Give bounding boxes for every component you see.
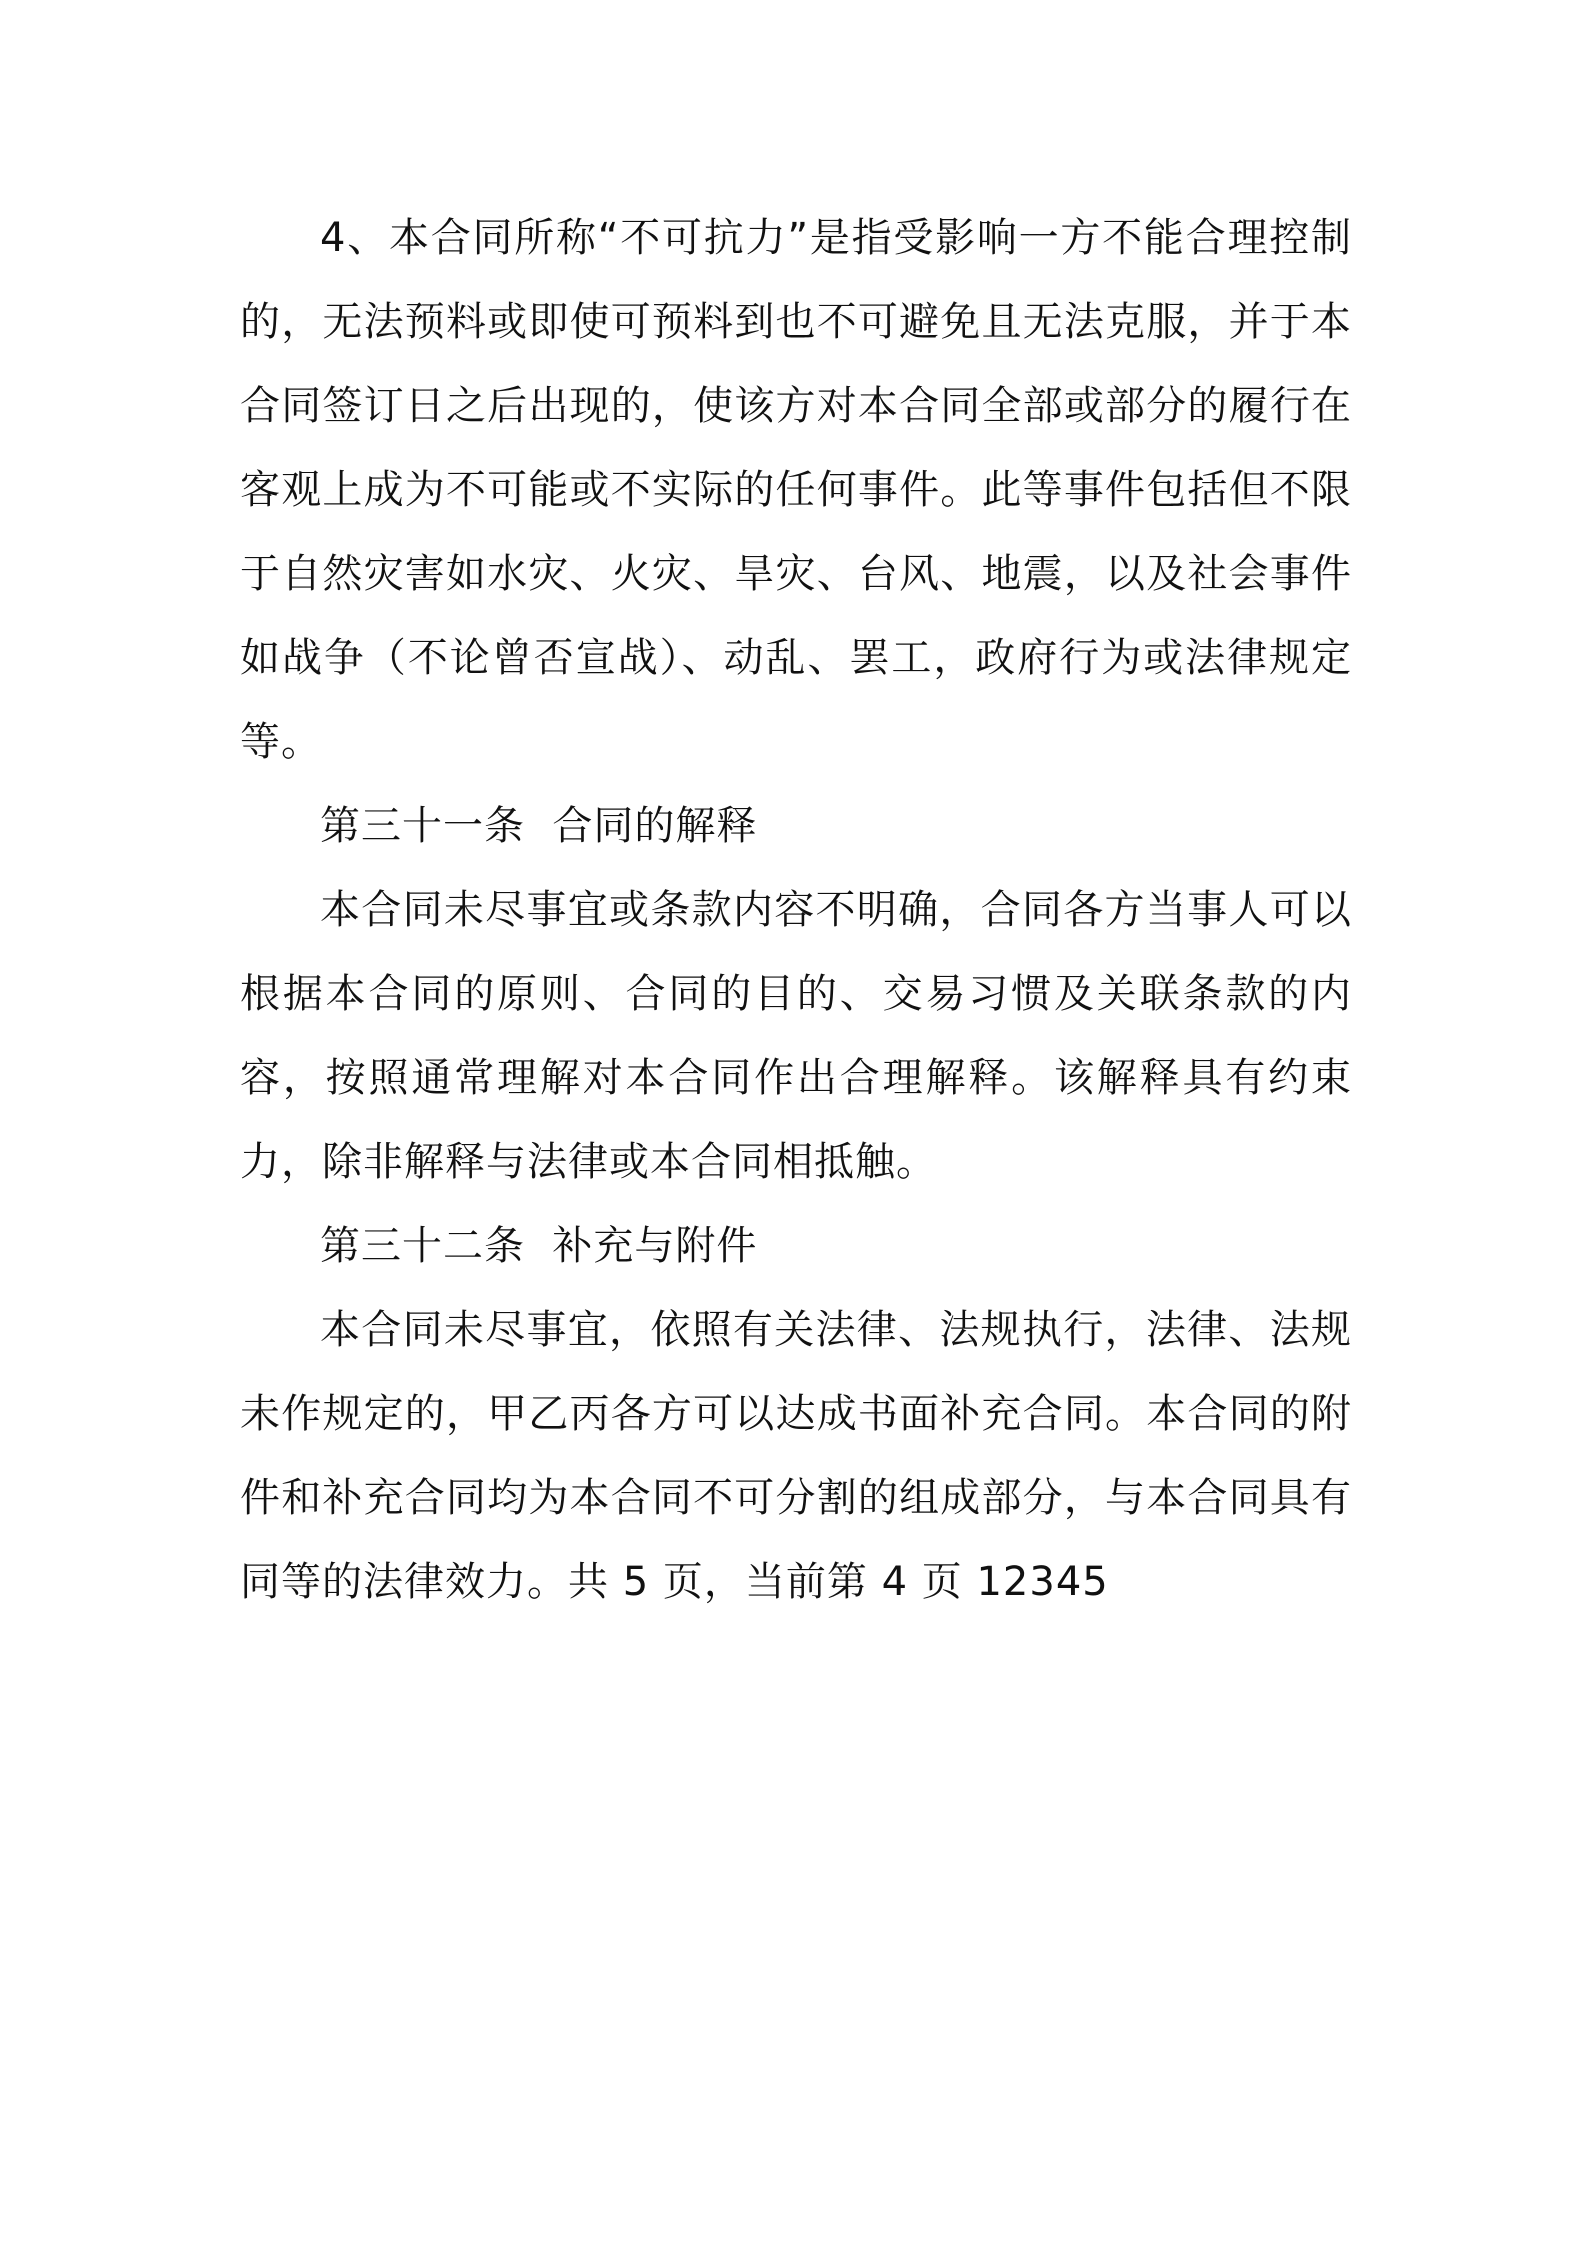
article-31-heading: 第三十一条 合同的解释 [320, 803, 758, 849]
document-page [240, 196, 1352, 1624]
article-32-heading: 第三十二条 补充与附件 [320, 1223, 758, 1269]
clause-4-paragraph: 4、本合同所称“不可抗力”是指受影响一方不能合理控制的，无法预料或即使可预料到也不可避免且无法克服，并于本合同签订日之后出现的，使该方对本合同全部或部分的履行在客观上成为不可能或不实际的任何事件。此等事件包括但不限于自然灾害如水灾、火灾、旱灾、台风、地震，以及社会事件如战争（不论曾否宣战）、动乱、罢工，政府行为或法律规定等。 [240, 215, 1352, 765]
article-31-body: 本合同未尽事宜或条款内容不明确，合同各方当事人可以根据本合同的原则、合同的目的、交易习惯及关联条款的内容，按照通常理解对本合同作出合理解释。该解释具有约束力，除非解释与法律或本合同相抵触。 [240, 887, 1352, 1185]
article-32-body: 本合同未尽事宜，依照有关法律、法规执行，法律、法规未作规定的，甲乙丙各方可以达成书面补充合同。本合同的附件和补充合同均为本合同不可分割的组成部分，与本合同具有同等的法律效力。共 5 页，当前第 4 页 12345 [240, 1307, 1352, 1605]
